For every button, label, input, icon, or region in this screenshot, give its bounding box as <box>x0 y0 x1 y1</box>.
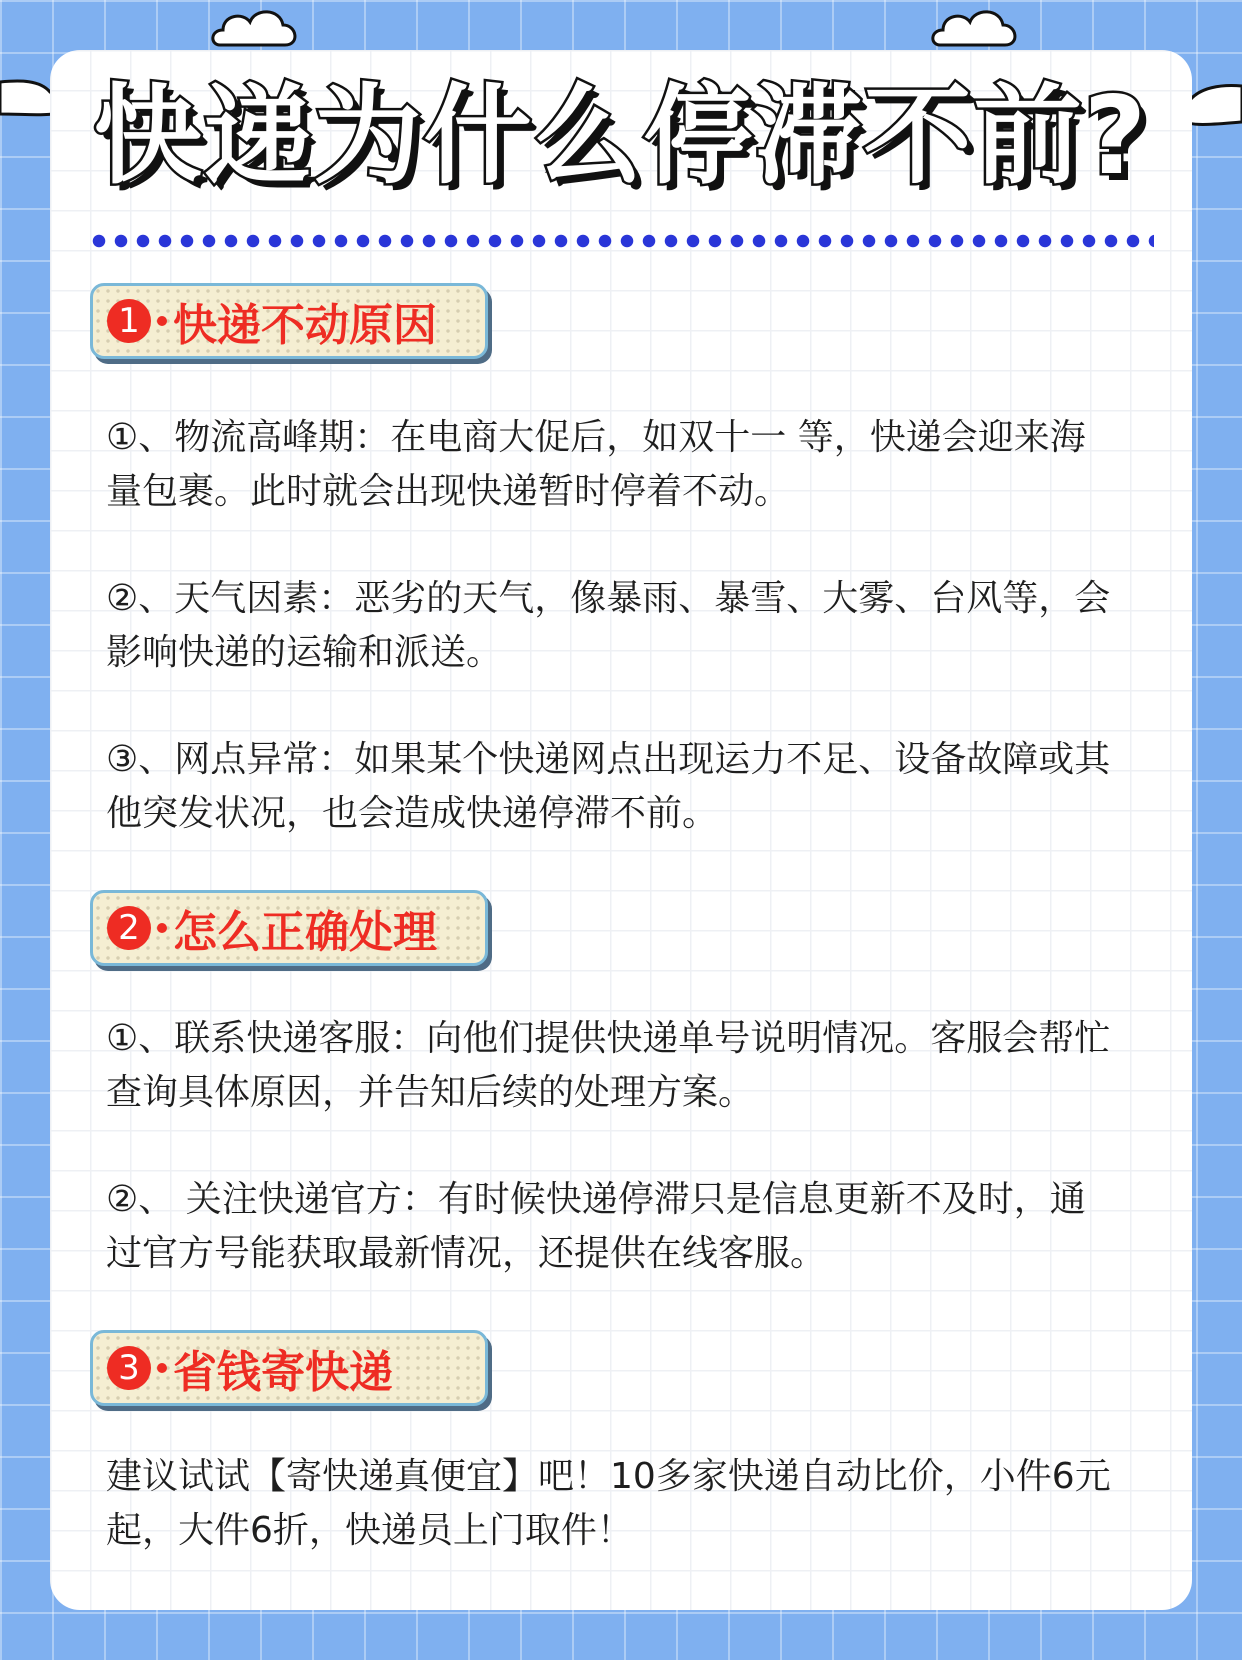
section-3-tag <box>90 1330 488 1406</box>
section-2-paragraph-2: ②、 关注快递官方：有时候快递停滞只是信息更新不及时，通过官方号能获取最新情况，还提供在线客服。 <box>106 1179 1086 1274</box>
dotted-divider <box>88 234 1154 248</box>
section-1-heading: 快递不动原因 <box>173 300 437 351</box>
section-3-number: 3 <box>107 1346 151 1390</box>
bullet-dot <box>157 316 167 326</box>
section-3-heading: 省钱寄快递 <box>173 1347 393 1398</box>
bullet-dot <box>157 1363 167 1373</box>
section-2-paragraph-1: ①、联系快递客服：向他们提供快递单号说明情况。客服会帮忙查询具体原因，并告知后续的处理方案。 <box>106 1018 1111 1113</box>
section-2-number: 2 <box>107 906 151 950</box>
section-2-tag <box>90 890 488 966</box>
section-3-paragraph-1: 建议试试【寄快递真便宜】吧！10多家快递自动比价，小件6元起，大件6折，快递员上门取件！ <box>106 1456 1111 1551</box>
section-1-number: 1 <box>107 299 151 343</box>
page-title: 快递为什么停滞不前? <box>93 74 1149 199</box>
section-1-paragraph-1: ①、物流高峰期：在电商大促后，如双十一 等，快递会迎来海量包裹。此时就会出现快递暂时停着不动。 <box>106 417 1086 512</box>
bullet-dot <box>157 923 167 933</box>
section-1-paragraph-3: ③、网点异常：如果某个快递网点出现运力不足、设备故障或其他突发状况，也会造成快递停滞不前。 <box>106 739 1111 834</box>
section-2-heading: 怎么正确处理 <box>173 907 437 958</box>
section-1-paragraph-2: ②、天气因素：恶劣的天气，像暴雨、暴雪、大雾、台风等，会影响快递的运输和派送。 <box>106 578 1111 673</box>
section-1-tag <box>90 283 488 359</box>
